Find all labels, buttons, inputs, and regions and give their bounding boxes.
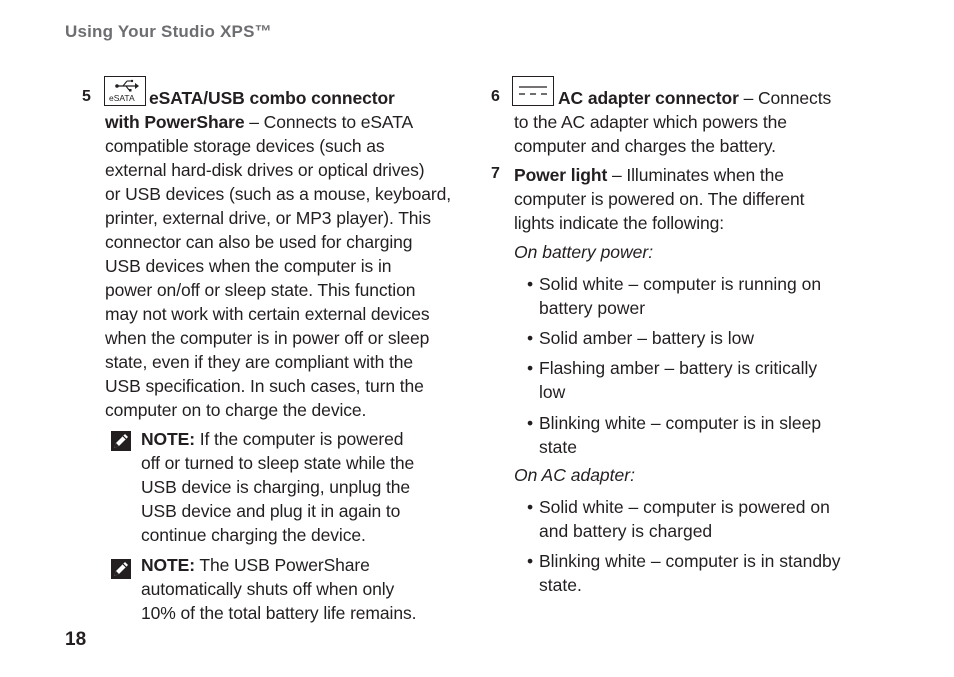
note-2 [141,553,416,625]
note-2-text-start: The USB PowerShare [194,555,370,575]
ac-adapter-connector-icon [512,76,554,106]
bullet-item [527,326,754,350]
ac-adapter-heading: On AC adapter: [514,465,635,485]
item-7-title-line [514,163,784,187]
item-5-line: external hard-disk drives or optical drives) [105,160,425,180]
bullet-line: Blinking white – computer is in sleep [539,413,822,433]
note-1-text-start: If the computer is powered [194,429,404,449]
bullet-item [527,495,830,543]
item-5-line: connector can also be used for charging [105,232,413,252]
bullet-item [527,411,822,459]
note-1-line: off or turned to sleep state while the [141,453,415,473]
bullet-item [527,356,818,404]
note-2-line: automatically shuts off when only [141,579,395,599]
item-6-line: to the AC adapter which powers the [514,112,787,132]
item-5-line: or USB devices (such as a mouse, keyboard, [105,184,451,204]
item-5-line: USB specification. In such cases, turn the [105,376,424,396]
esata-icon-label: eSATA [109,93,135,103]
battery-power-heading: On battery power: [514,242,654,262]
bullet-dot: • [527,413,534,433]
item-5-line: state, even if they are compliant with the [105,352,414,372]
note-2-label: NOTE: [141,555,195,575]
bullet-line: and battery is charged [539,521,713,541]
bullet-dot: • [527,328,534,348]
bullet-dot: • [527,274,534,294]
note-2-line: 10% of the total battery life remains. [141,603,417,623]
item-5-line: compatible storage devices (such as [105,136,385,156]
item-7-line: lights indicate the following: [514,213,725,233]
item-5-desc-start: – Connects to eSATA [244,112,414,132]
note-1 [141,427,414,547]
bullet-line: Solid white – computer is powered on [539,497,830,517]
bullet-dot: • [527,358,534,378]
bullet-line: battery power [539,298,646,318]
bullet-line: Solid amber – battery is low [539,328,754,348]
item-5-body [105,134,451,422]
item-6-line: computer and charges the battery. [514,136,776,156]
bullet-line: state. [539,575,582,595]
esata-usb-connector-icon [104,76,146,106]
item-6-title: AC adapter connector [558,88,739,108]
bullet-line: state [539,437,577,457]
bullet-line: low [539,382,566,402]
note-pencil-icon [110,558,132,580]
item-5-title-cont: with PowerShare [105,112,245,132]
item-6-desc-start: – Connects [738,88,832,108]
item-5-line: may not work with certain external devices [105,304,430,324]
note-pencil-icon [110,430,132,452]
note-1-line: USB device is charging, unplug the [141,477,410,497]
item-6-body [514,110,787,158]
item-5-title-line [149,86,395,110]
item-5-line: when the computer is in power off or sleep [105,328,430,348]
running-header: Using Your Studio XPS™ [65,22,272,41]
item-5-line: USB devices when the computer is in [105,256,392,276]
item-5-line: printer, external drive, or MP3 player). This [105,208,431,228]
item-6-title-line [558,86,831,110]
bullet-line: Solid white – computer is running on [539,274,822,294]
item-5-number: 5 [82,88,91,105]
bullet-item [527,272,822,320]
item-7-title: Power light [514,165,608,185]
item-7-line: computer is powered on. The different [514,189,805,209]
bullet-dot: • [527,551,534,571]
item-6-number: 6 [491,88,500,105]
bullet-line: Blinking white – computer is in standby [539,551,841,571]
note-1-label: NOTE: [141,429,195,449]
item-7-number: 7 [491,165,500,182]
item-7-body [514,187,804,235]
item-5-title: eSATA/USB combo connector [149,88,395,108]
page-number: 18 [65,629,87,650]
note-1-line: USB device and plug it in again to [141,501,401,521]
item-5-second-line [105,110,413,134]
bullet-line: Flashing amber – battery is critically [539,358,818,378]
bullet-dot: • [527,497,534,517]
note-1-line: continue charging the device. [141,525,366,545]
item-5-line: computer on to charge the device. [105,400,367,420]
item-7-desc-start: – Illuminates when the [607,165,784,185]
bullet-item [527,549,841,597]
item-5-line: power on/off or sleep state. This function [105,280,416,300]
